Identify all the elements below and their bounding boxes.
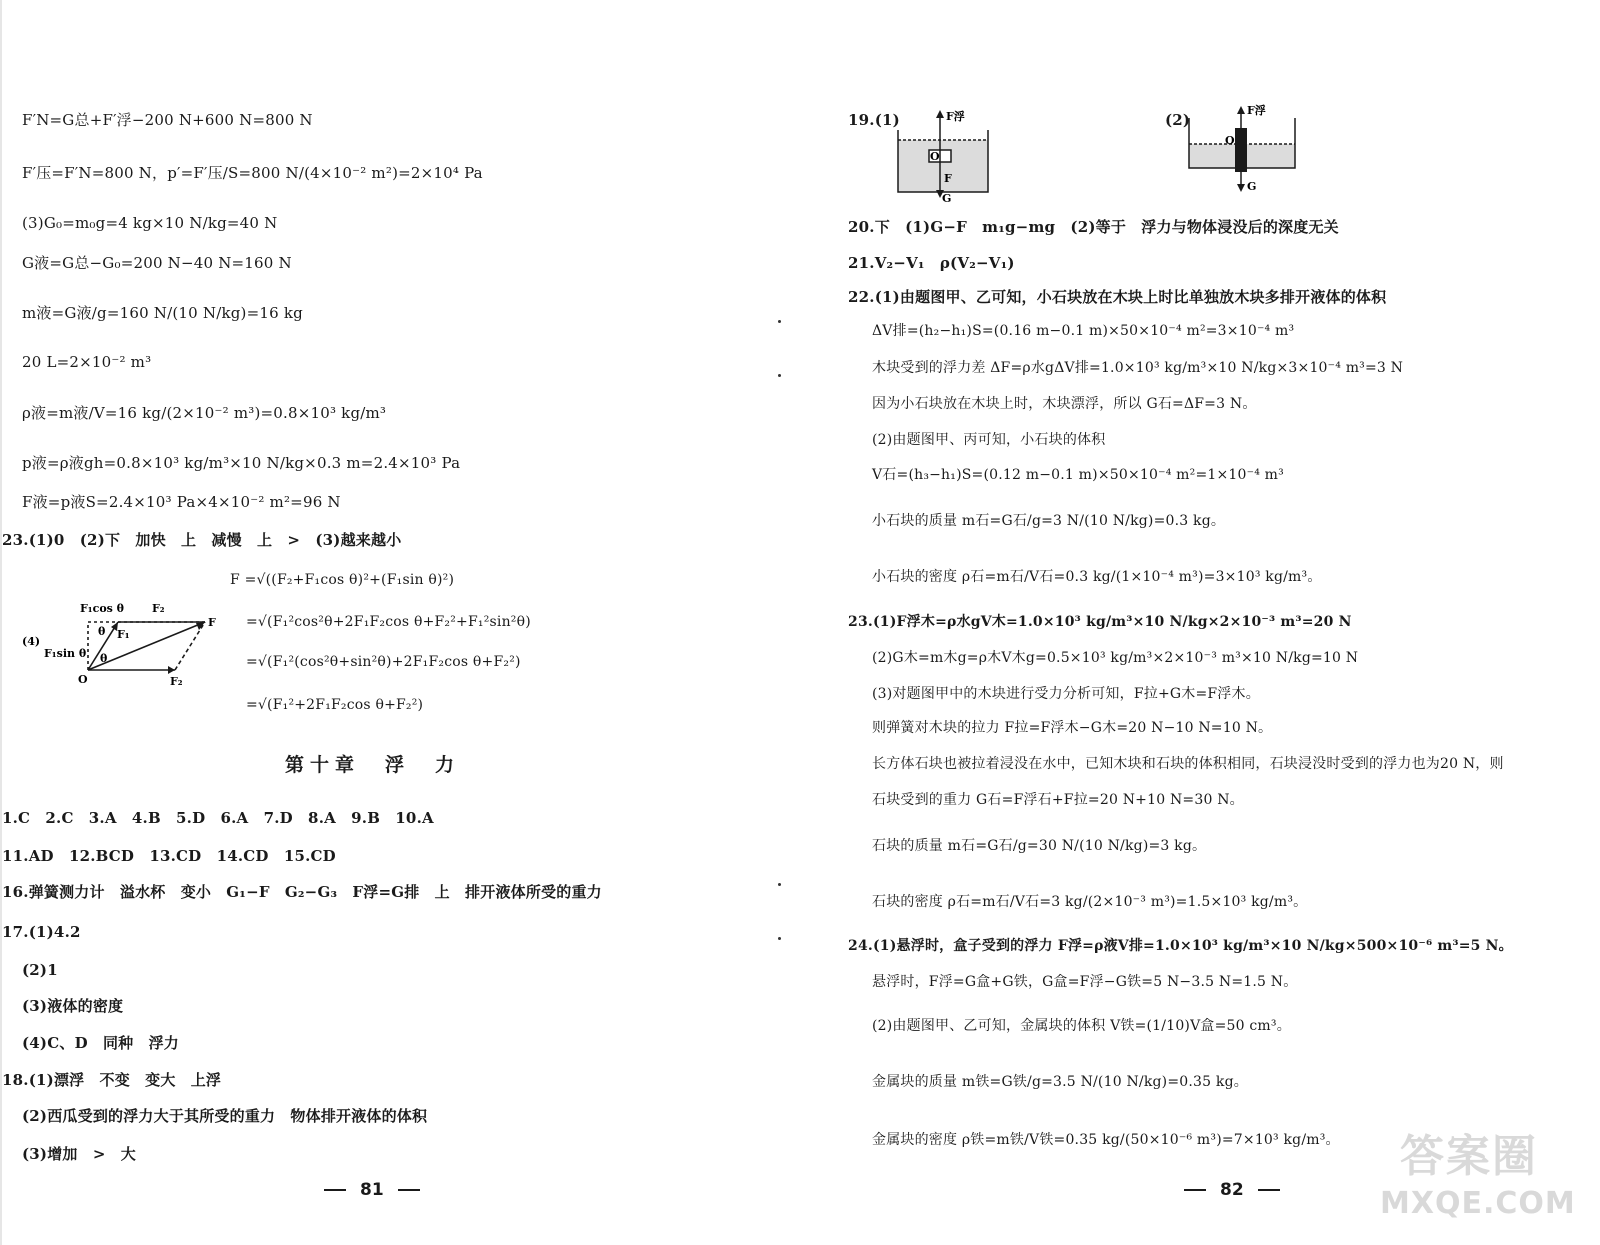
answer-21-line: 21.V₂−V₁ ρ(V₂−V₁) (848, 254, 1015, 272)
scan-dot (778, 937, 781, 940)
answer-23-line: 23.(1)F浮木=ρ水gV木=1.0×10³ kg/m³×10 N/kg×2×10⁻³ m³=20 N (848, 614, 1352, 630)
solution-line: V石=(h₃−h₁)S=(0.12 m−0.1 m)×50×10⁻⁴ m²=1×10⁻⁴ m³ (872, 467, 1284, 483)
equation-line: F =√((F₂+F₁cos θ)²+(F₁sin θ)²) (230, 572, 455, 588)
solution-line: m液=G液/g=160 N/(10 N/kg)=16 kg (22, 304, 303, 322)
force-parallelogram-diagram (0, 590, 240, 690)
page-number-value: 81 (360, 1180, 384, 1200)
page-number-right (1170, 1180, 1294, 1200)
solution-line: 石块的质量 m石=G石/g=30 N/(10 N/kg)=3 kg。 (872, 838, 1207, 854)
solution-line: 木块受到的浮力差 ΔF=ρ水gΔV排=1.0×10³ kg/m³×10 N/kg×3×10⁻⁴ m³=3 N (872, 360, 1404, 376)
q19-part2-prefix: (2) (1165, 111, 1191, 129)
f1-label: F₁ (117, 628, 130, 641)
answer-line: (3)液体的密度 (22, 997, 124, 1015)
f-pull-label: F (944, 172, 952, 185)
watermark-url: MXQE.COM (1380, 1186, 1576, 1221)
solution-line: 因为小石块放在木块上时，木块漂浮，所以 G石=ΔF=3 N。 (872, 396, 1257, 412)
solution-line: (3)对题图甲中的木块进行受力分析可知，F拉+G木=F浮木。 (872, 686, 1260, 702)
answer-line: (2)西瓜受到的浮力大于其所受的重力 物体排开液体的体积 (22, 1107, 428, 1125)
scan-dot (778, 374, 781, 377)
dash-decoration (1184, 1189, 1206, 1191)
solution-line: F′N=G总+F′浮−200 N+600 N=800 N (22, 111, 313, 129)
solution-line: 金属块的质量 m铁=G铁/g=3.5 N/(10 N/kg)=0.35 kg。 (872, 1074, 1248, 1090)
center-o-label-2: O (1225, 134, 1235, 147)
solution-line: F液=p液S=2.4×10³ Pa×4×10⁻² m²=96 N (22, 493, 341, 511)
center-o-label: O (930, 150, 940, 163)
scan-dot (778, 320, 781, 323)
solution-line: 长方体石块也被拉着浸没在水中，已知木块和石块的体积相同，石块浸没时受到的浮力也为20 N，则 (872, 756, 1504, 772)
equation-line: =√(F₁²(cos²θ+sin²θ)+2F₁F₂cos θ+F₂²) (246, 654, 521, 670)
chapter-title: 第十章 浮 力 (285, 754, 461, 776)
g-label-2: G (1247, 180, 1257, 193)
equation-line: =√(F₁²+2F₁F₂cos θ+F₂²) (246, 697, 424, 713)
solution-line: 金属块的密度 ρ铁=m铁/V铁=0.35 kg/(50×10⁻⁶ m³)=7×10³ kg/m³。 (872, 1132, 1340, 1148)
solution-line: 石块受到的重力 G石=F浮石+F拉=20 N+10 N=30 N。 (872, 792, 1244, 808)
answer-line: 18.(1)漂浮 不变 变大 上浮 (2, 1071, 222, 1089)
scan-dot (778, 883, 781, 886)
buoyancy-diagram-2 (1185, 104, 1305, 194)
answer-24-line: 24.(1)悬浮时，盒子受到的浮力 F浮=ρ液V排=1.0×10³ kg/m³×10 N/kg×500×10⁻⁶ m³=5 N。 (848, 938, 1513, 954)
equation-line: =√(F₁²cos²θ+2F₁F₂cos θ+F₂²+F₁²sin²θ) (246, 614, 531, 630)
dash-decoration (324, 1189, 346, 1191)
solution-line: (2)由题图甲、丙可知，小石块的体积 (872, 432, 1106, 448)
buoyancy-diagram-1 (896, 104, 1006, 204)
dash-decoration (1258, 1189, 1280, 1191)
theta-label: θ (98, 625, 106, 638)
solution-line: (2)G木=m木g=ρ木V木g=0.5×10³ kg/m³×2×10⁻³ m³×10 N/kg=10 N (872, 650, 1359, 666)
solution-line: 石块的密度 ρ石=m石/V石=3 kg/(2×10⁻³ m³)=1.5×10³ kg/m³。 (872, 894, 1308, 910)
f1cos-label: F₁cos θ (80, 602, 125, 615)
f-buoyancy-label-2: F浮 (1247, 104, 1266, 117)
solution-line: 20 L=2×10⁻² m³ (22, 353, 152, 371)
dash-decoration (398, 1189, 420, 1191)
f1sin-label: F₁sin θ (44, 647, 87, 660)
arrowhead (168, 666, 175, 674)
answer-line: (2)1 (22, 961, 58, 979)
q19-prefix: 19.(1) (848, 111, 900, 129)
answer-line: 11.AD 12.BCD 13.CD 14.CD 15.CD (2, 847, 336, 865)
f-label: F (208, 616, 216, 629)
answer-line: (4)C、D 同种 浮力 (22, 1034, 179, 1052)
g-label: G (942, 192, 952, 205)
theta-label-2: θ (100, 652, 108, 665)
solution-line: G液=G总−G₀=200 N−40 N=160 N (22, 254, 292, 272)
answer-line: 1.C 2.C 3.A 4.B 5.D 6.A 7.D 8.A 9.B 10.A (2, 809, 434, 827)
solution-line: (3)G₀=m₀g=4 kg×10 N/kg=40 N (22, 214, 278, 232)
answer-line: (3)增加 > 大 (22, 1145, 137, 1163)
solution-line: ΔV排=(h₂−h₁)S=(0.16 m−0.1 m)×50×10⁻⁴ m²=3×10⁻⁴ m³ (872, 323, 1295, 339)
watermark-logo: 答案圈 (1400, 1131, 1538, 1182)
right-page (800, 0, 1600, 1245)
solution-line: 小石块的密度 ρ石=m石/V石=0.3 kg/(1×10⁻⁴ m³)=3×10³ kg/m³。 (872, 569, 1322, 585)
solution-line: (2)由题图甲、乙可知，金属块的体积 V铁=(1/10)V盒=50 cm³。 (872, 1018, 1291, 1034)
arrowhead (196, 622, 205, 630)
answer-line: 16.弹簧测力计 溢水杯 变小 G₁−F G₂−G₃ F浮=G排 上 排开液体所受的重力 (2, 883, 602, 901)
origin-label: O (78, 673, 88, 686)
f2-bottom-label: F₂ (170, 675, 183, 688)
solution-line: F′压=F′N=800 N，p′=F′压/S=800 N/(4×10⁻² m²)=2×10⁴ Pa (22, 164, 483, 182)
solution-line: 悬浮时，F浮=G盒+G铁，G盒=F浮−G铁=5 N−3.5 N=1.5 N。 (872, 974, 1298, 990)
page-number-value: 82 (1220, 1180, 1244, 1200)
answer-20-line: 20.下 (1)G−F m₁g−mg (2)等于 浮力与物体浸没后的深度无关 (848, 218, 1339, 236)
page-number-left (310, 1180, 434, 1200)
side-dashed (175, 622, 205, 670)
part-4-label: (4) (22, 635, 41, 648)
answer-22-line: 22.(1)由题图甲、乙可知，小石块放在木块上时比单独放木块多排开液体的体积 (848, 288, 1387, 306)
solution-line: p液=ρ液gh=0.8×10³ kg/m³×10 N/kg×0.3 m=2.4×10³ Pa (22, 454, 461, 472)
solution-line: 则弹簧对木块的拉力 F拉=F浮木−G木=20 N−10 N=10 N。 (872, 720, 1273, 736)
solution-line: 小石块的质量 m石=G石/g=3 N/(10 N/kg)=0.3 kg。 (872, 513, 1226, 529)
f2-top-label: F₂ (152, 602, 165, 615)
watermark (1380, 1120, 1590, 1230)
solution-line: ρ液=m液/V=16 kg/(2×10⁻² m³)=0.8×10³ kg/m³ (22, 404, 387, 422)
f-buoyancy-label: F浮 (946, 110, 965, 123)
answer-23-line: 23.(1)0 (2)下 加快 上 减慢 上 > (3)越来越小 (2, 531, 402, 549)
answer-line: 17.(1)4.2 (2, 923, 81, 941)
